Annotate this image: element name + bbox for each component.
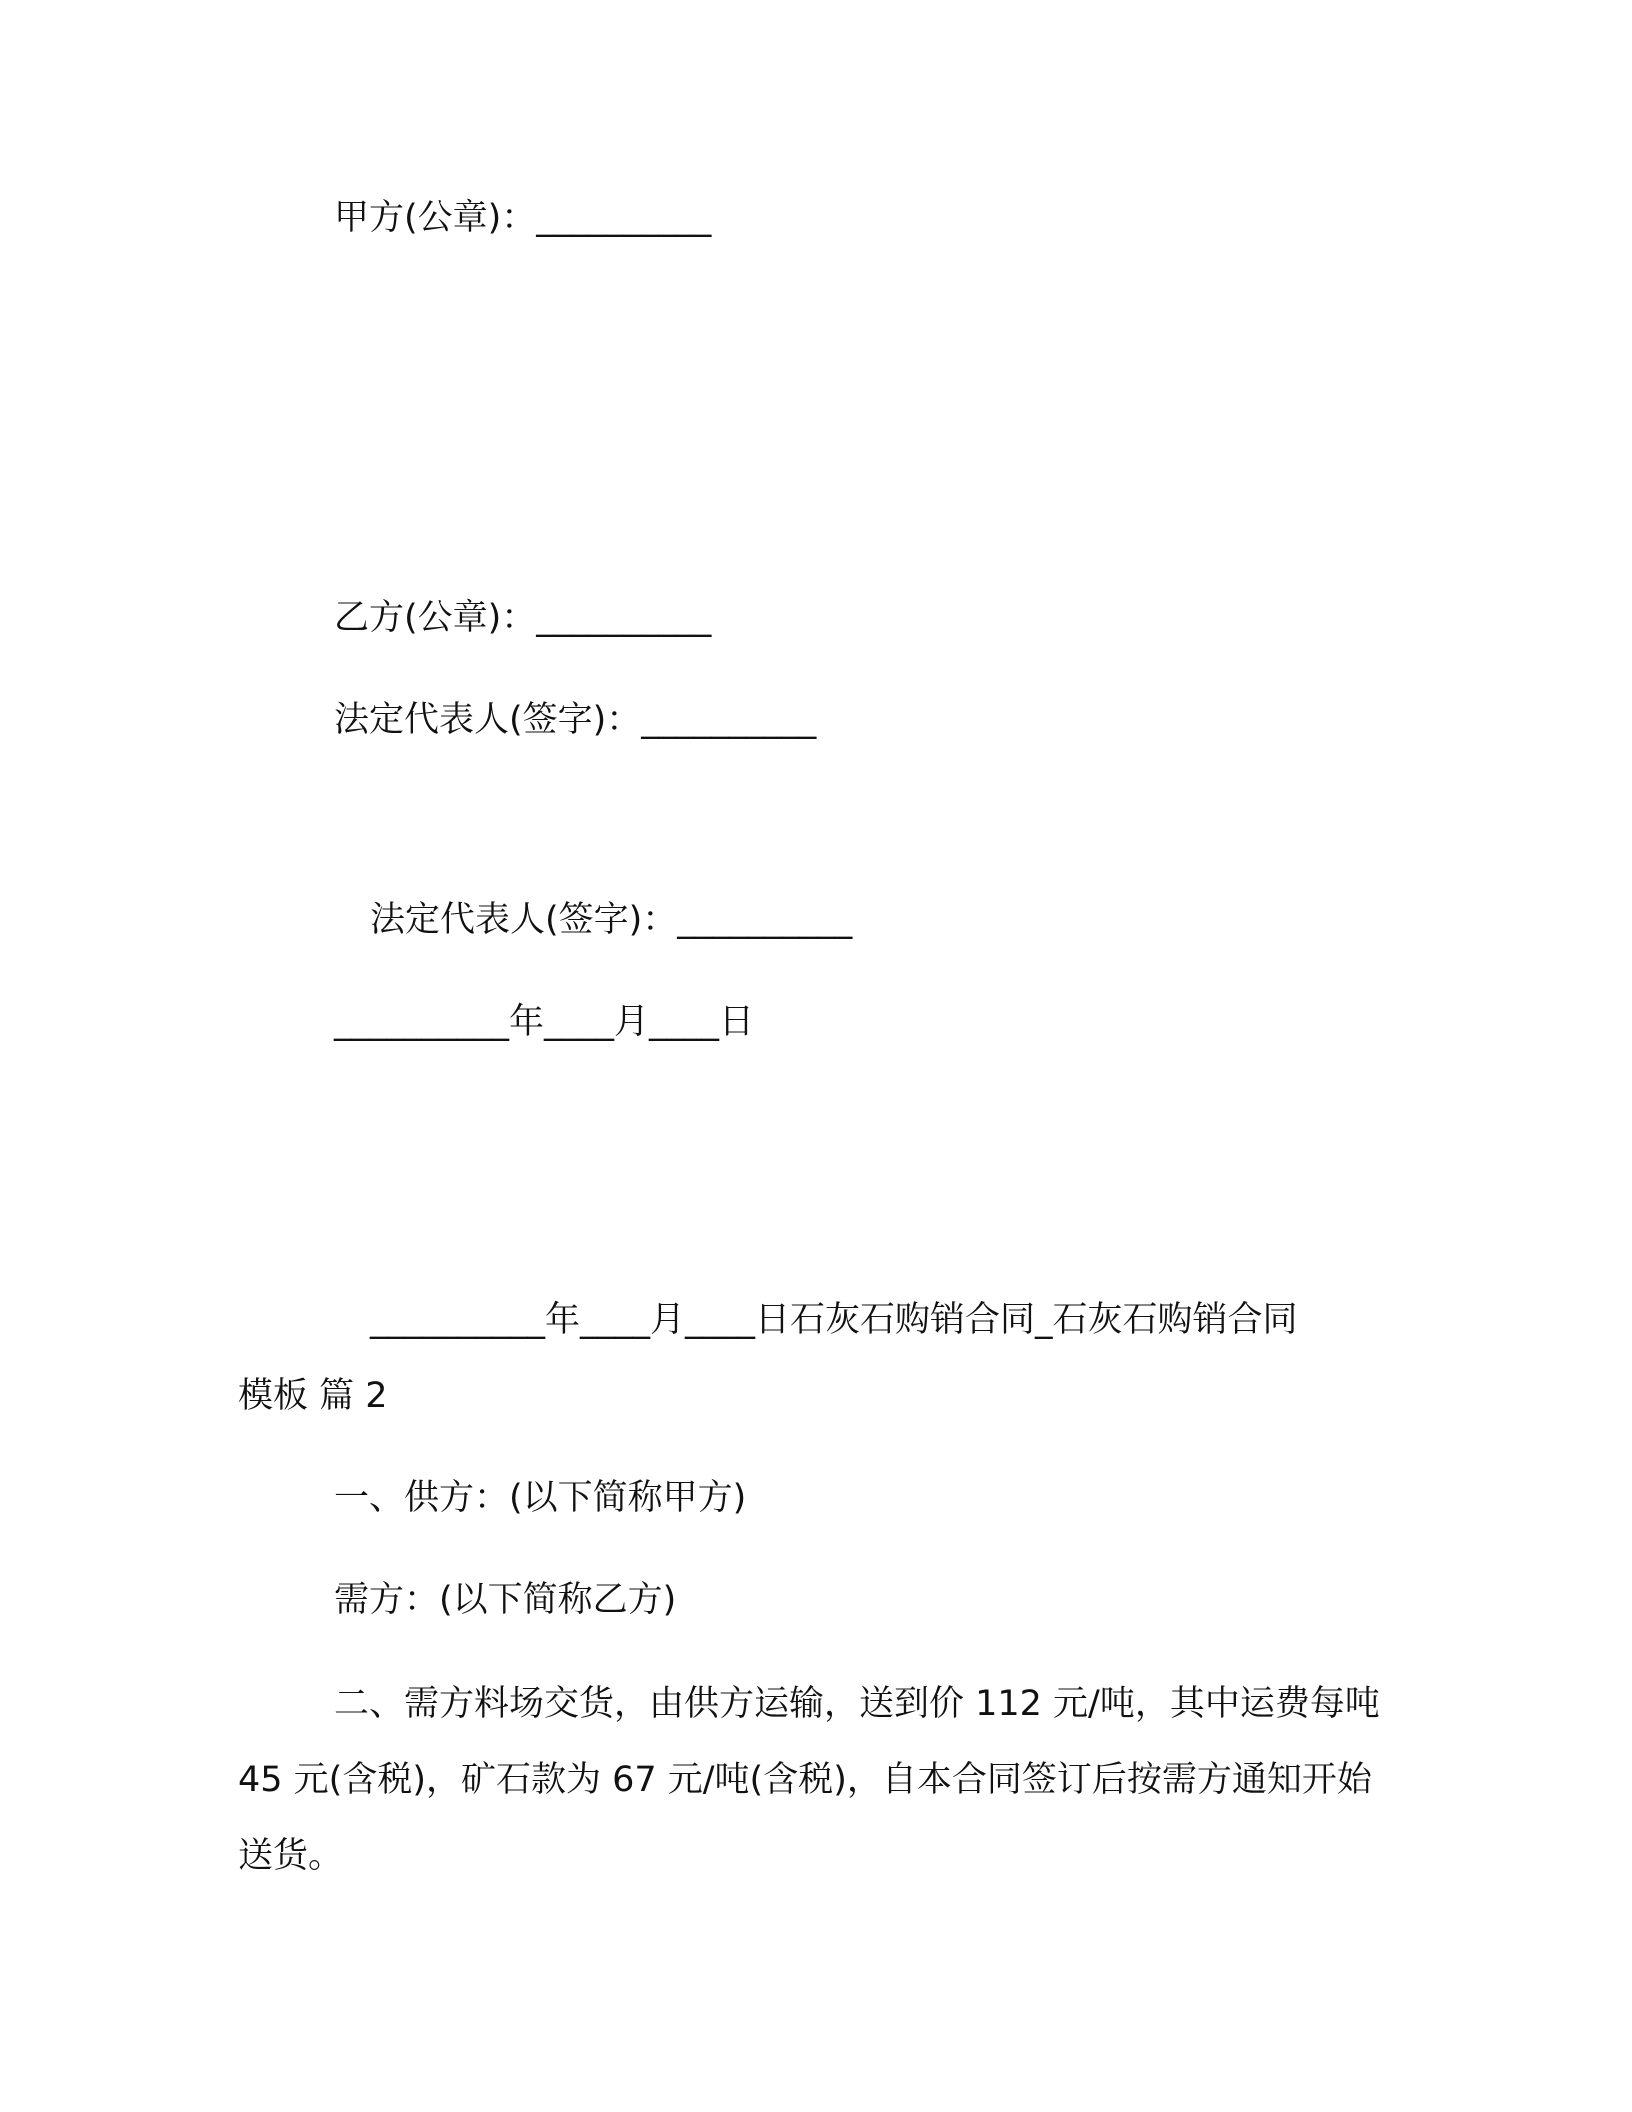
section-title-line-1: __________年____月____日石灰石购销合同_石灰石购销合同 [370, 1300, 1298, 1340]
section-title-line-2: 模板 篇 2 [238, 1376, 388, 1416]
signature-date-line: __________年____月____日 [334, 1002, 755, 1042]
party-b-seal-line: 乙方(公章)：__________ [334, 598, 712, 638]
clause-2-paragraph: 二、需方料场交货，由供方运输，送到价 112 元/吨，其中运费每吨 45 元(含税)，矿石款为 67 元/吨(含税)，自本合同签订后按需方通知开始送货。 [238, 1684, 1380, 1876]
party-a-seal-line: 甲方(公章)：__________ [334, 198, 712, 238]
legal-representative-signature-line-2: 法定代表人(签字)：__________ [370, 900, 853, 940]
buyer-line: 需方：(以下简称乙方) [334, 1580, 677, 1620]
supplier-line: 一、供方：(以下简称甲方) [334, 1478, 747, 1518]
legal-representative-signature-line: 法定代表人(签字)：__________ [334, 700, 817, 740]
